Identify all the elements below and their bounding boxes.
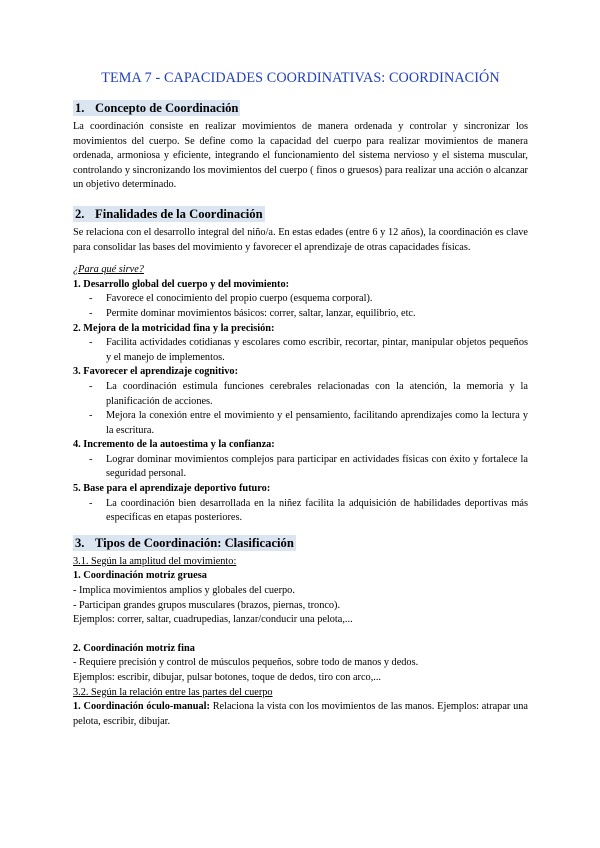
list-item: - Permite dominar movimientos básicos: correr, saltar, lanzar, equilibrio, etc. xyxy=(89,307,416,319)
gruesa-line: - Participan grandes grupos musculares (brazos, piernas, tronco). xyxy=(73,599,341,611)
gruesa-line: - Implica movimientos amplios y globales del cuerpo. xyxy=(73,585,295,597)
fina-line: - Requiere precisión y control de músculos pequeños, sobre todo de manos y dedos. xyxy=(73,657,419,669)
group-5-list xyxy=(73,497,528,526)
section-3-title: Tipos de Coordinación: Clasificación xyxy=(95,535,294,550)
list-item: - Mejora la conexión entre el movimiento y el pensamiento, facilitando aprendizajes como la lectura y la escritura. xyxy=(89,410,528,436)
section-3-number: 3. xyxy=(75,535,85,550)
section-2-title: Finalidades de la Coordinación xyxy=(95,206,263,221)
gruesa-heading: 1. Coordinación motriz gruesa xyxy=(73,570,207,582)
section-1-heading xyxy=(73,101,528,116)
gruesa-line: Ejemplos: correr, saltar, cuadrupedias, lanzar/conducir una pelota,... xyxy=(73,614,353,626)
section-1-title: Concepto de Coordinación xyxy=(95,101,239,115)
section-1-heading-highlight xyxy=(73,100,240,116)
subsection-3-2: 3.2. Según la relación entre las partes del cuerpo xyxy=(73,686,273,698)
oculo-manual-text: Relaciona la vista con los movimientos de las manos. Ejemplos: atrapar una pelota, escribir, dibujar. xyxy=(73,701,528,727)
purpose-question: ¿Para qué sirve? xyxy=(73,264,144,276)
list-item: - Favorece el conocimiento del propio cuerpo (esquema corporal). xyxy=(89,293,373,305)
group-1-list xyxy=(73,292,528,321)
fina-line: Ejemplos: escribir, dibujar, pulsar botones, toque de dedos, tiro con arco,... xyxy=(73,672,382,683)
group-4-heading: 4. Incremento de la autoestima y la confianza: xyxy=(73,439,275,451)
oculo-manual-paragraph xyxy=(73,700,528,729)
list-item: - La coordinación bien desarrollada en la niñez facilita la adquisición de habilidades deportivas más específicas en etapas posteriores. xyxy=(89,497,528,524)
section-3-heading-highlight xyxy=(73,535,296,551)
group-3-list xyxy=(73,380,528,438)
group-2-heading: 2. Mejora de la motricidad fina y la precisión: xyxy=(73,322,275,334)
group-3-heading: 3. Favorecer el aprendizaje cognitivo: xyxy=(73,366,238,378)
section-1-paragraph: La coordinación consiste en realizar movimientos de manera ordenada y controlar y sincronizar los movimientos del cuerpo. Se define como la capacidad del cuerpo para realizar movimientos de manera ordenada, armoniosa y eficiente, integrando el funcionamiento del sistema nervioso y el sistema muscular, controlando y sincronizando los movimientos del cuerpo ( finos o gruesos) para realizar una acción o alcanzar un objetivo determinado. xyxy=(73,121,528,191)
section-2-paragraph: Se relaciona con el desarrollo integral del niño/a. En estas edades (entre 6 y 12 años), la coordinación es clave para consolidar las bases del movimiento y favorecer el aprendizaje de otras capacidades físicas. xyxy=(73,226,528,253)
oculo-manual-lead: 1. Coordinación óculo-manual: xyxy=(73,701,210,713)
section-3-heading xyxy=(73,536,528,551)
group-4-list xyxy=(73,453,528,482)
list-item: - La coordinación estimula funciones cerebrales relacionadas con la atención, la memoria y la planificación de acciones. xyxy=(89,380,528,407)
section-1-number: 1. xyxy=(75,101,85,115)
section-2-number: 2. xyxy=(75,206,85,221)
page-title: TEMA 7 - CAPACIDADES COORDINATIVAS: COORDINACIÓN xyxy=(101,70,500,86)
document-page xyxy=(73,70,528,729)
group-5-heading: 5. Base para el aprendizaje deportivo futuro: xyxy=(73,483,271,495)
list-item: - Lograr dominar movimientos complejos para participar en actividades físicas con éxito y fortalece la seguridad personal. xyxy=(89,453,528,480)
group-1-heading: 1. Desarrollo global del cuerpo y del movimiento: xyxy=(73,278,290,290)
subsection-3-1: 3.1. Según la amplitud del movimiento: xyxy=(73,555,237,567)
group-2-list xyxy=(73,336,528,365)
fina-heading: 2. Coordinación motriz fina xyxy=(73,642,195,654)
section-2-heading xyxy=(73,207,528,222)
list-item: - Facilita actividades cotidianas y escolares como escribir, recortar, pintar, manipular objetos pequeños y el manejo de implementos. xyxy=(89,337,528,363)
section-2-heading-highlight xyxy=(73,206,265,222)
